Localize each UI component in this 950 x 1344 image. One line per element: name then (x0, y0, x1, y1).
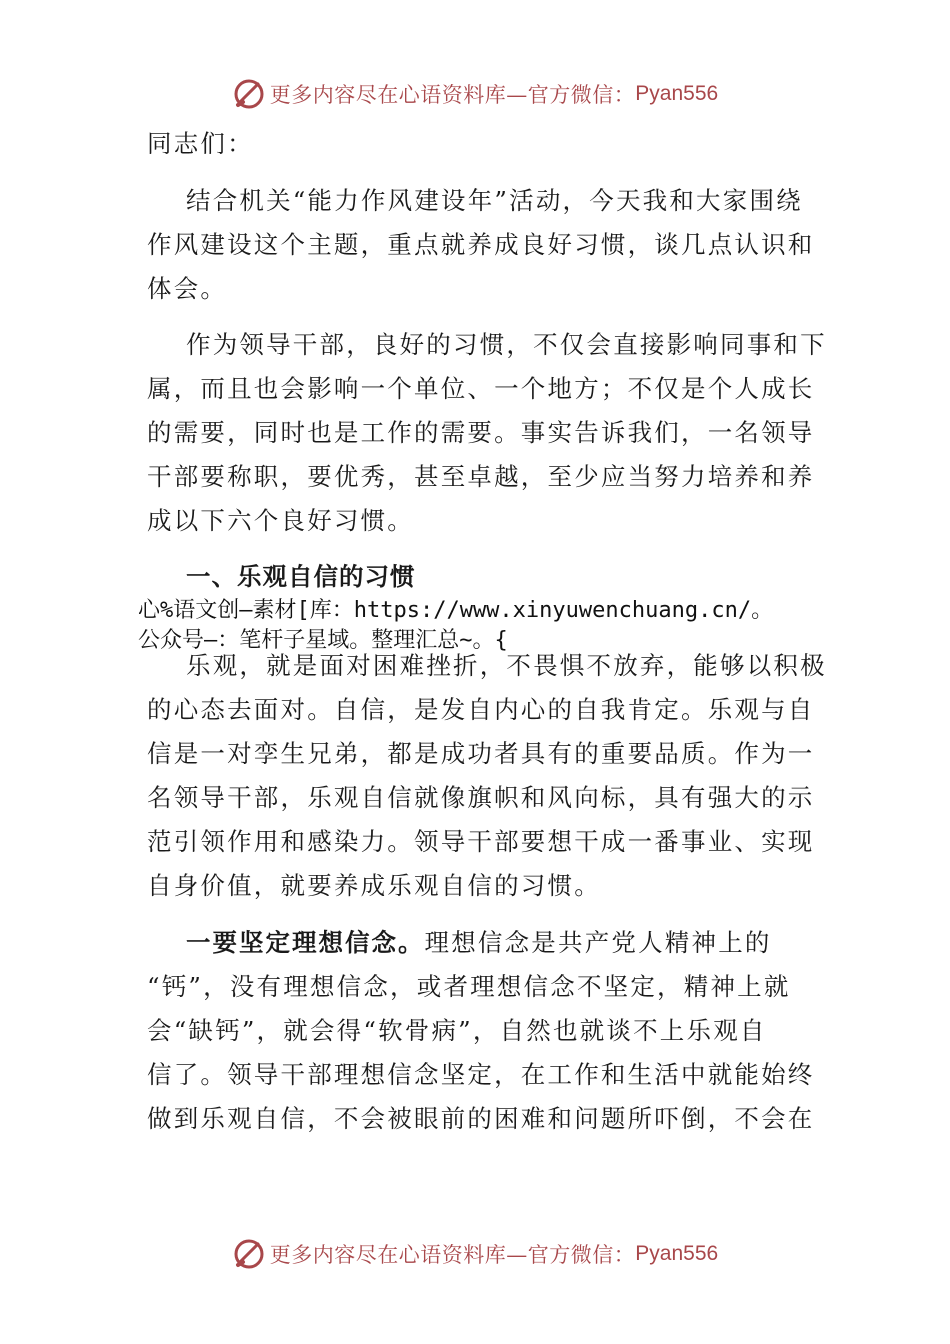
paragraph-2-line-1: 作为领导干部，良好的习惯，不仅会直接影响同事和下 (186, 330, 827, 359)
paragraph-2-line-5: 成以下六个良好习惯。 (147, 506, 414, 535)
paragraph-4-line-1 (186, 928, 807, 957)
section-heading-1: 一、乐观自信的习惯 (186, 562, 416, 591)
paragraph-3-line-3: 信是一对孪生兄弟，都是成功者具有的重要品质。作为一 (147, 739, 815, 768)
brand-logo-icon (232, 77, 266, 111)
brand-logo-icon (232, 1237, 266, 1271)
paragraph-4-lead: 一要坚定理想信念。 (186, 928, 425, 957)
paragraph-2-line-4: 干部要称职，要优秀，甚至卓越，至少应当努力培养和养 (147, 462, 815, 491)
paragraph-4-line-3: 会“缺钙”，就会得“软骨病”，自然也就谈不上乐观自 (147, 1016, 767, 1045)
paragraph-3-line-1: 乐观，就是面对困难挫折，不畏惧不放弃，能够以积极 (186, 651, 827, 680)
paragraph-3-line-6: 自身价值，就要养成乐观自信的习惯。 (147, 871, 601, 900)
paragraph-4-line-2: “钙”，没有理想信念，或者理想信念不坚定，精神上就 (147, 972, 791, 1001)
paragraph-1-line-2: 作风建设这个主题，重点就养成良好习惯，谈几点认识和 (147, 230, 815, 259)
banner-wechat: Pyan556 (635, 82, 719, 105)
paragraph-3-line-2: 的心态去面对。自信，是发自内心的自我肯定。乐观与自 (147, 695, 815, 724)
footer-banner (0, 1234, 950, 1274)
paragraph-4-line-4: 信了。领导干部理想信念坚定，在工作和生活中就能始终 (147, 1060, 815, 1089)
paragraph-1-line-1: 结合机关“能力作风建设年”活动，今天我和大家围绕 (186, 186, 803, 215)
footer-banner-text: 更多内容尽在心语资料库—官方微信： (269, 1243, 636, 1267)
paragraph-2-line-2: 属，而且也会影响一个单位、一个地方；不仅是个人成长 (147, 374, 815, 403)
watermark-line-1: 心%语文创—素材[库：https://www.xinyuwenchuang.cn/。 (138, 598, 774, 623)
paragraph-3-line-4: 名领导干部，乐观自信就像旗帜和风向标，具有强大的示 (147, 783, 815, 812)
paragraph-3-line-5: 范引领作用和感染力。领导干部要想干成一番事业、实现 (147, 827, 815, 856)
paragraph-2-line-3: 的需要，同时也是工作的需要。事实告诉我们，一名领导 (147, 418, 815, 447)
paragraph-4-line-1-text: 理想信念是共产党人精神上的 (424, 928, 772, 957)
paragraph-1-line-3: 体会。 (147, 274, 228, 303)
paragraph-4-line-5: 做到乐观自信，不会被眼前的困难和问题所吓倒，不会在 (147, 1104, 815, 1133)
header-banner (0, 74, 950, 114)
greeting: 同志们： (147, 129, 254, 158)
banner-text: 更多内容尽在心语资料库—官方微信： (269, 83, 636, 107)
watermark-line-2: 公众号—：笔杆子星域。整理汇总~。{ (138, 628, 508, 653)
footer-banner-wechat: Pyan556 (635, 1242, 719, 1265)
